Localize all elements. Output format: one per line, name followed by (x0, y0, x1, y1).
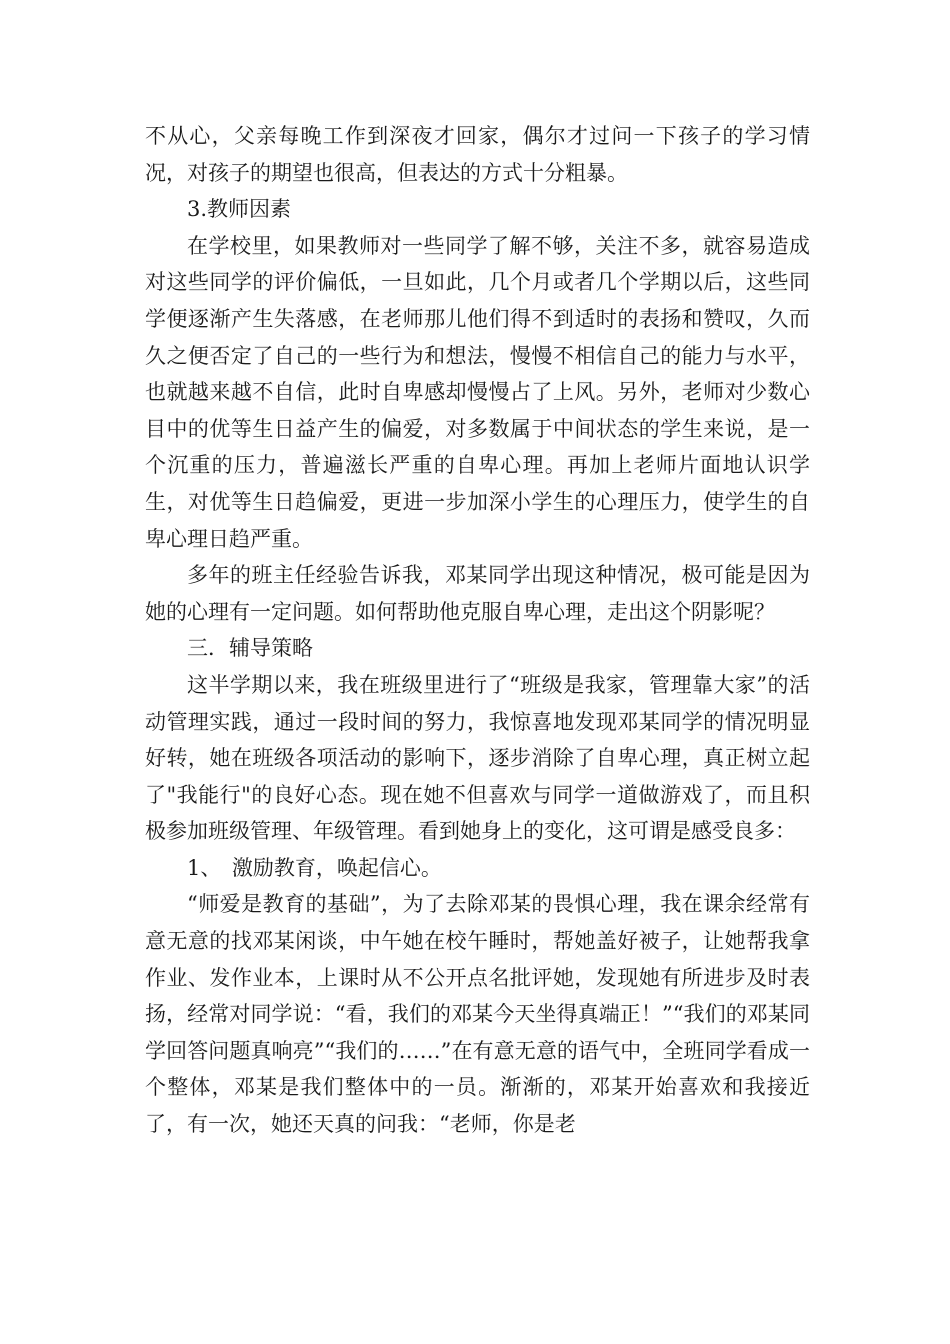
paragraph-class-practice: 这半学期以来，我在班级里进行了“班级是我家，管理靠大家”的活动管理实践，通过一段时间的努力，我惊喜地发现邓某同学的情况明显好转，她在班级各项活动的影响下，逐步消除了自卑心理，真正树立起了"我能行"的良好心态。现在她不但喜欢与同学一道做游戏了，而且积极参加班级管理、年级管理。看到她身上的变化，这可谓是感受良多： (145, 672, 810, 844)
paragraph-family-factor-end: 不从心，父亲每晚工作到深夜才回家，偶尔才过问一下孩子的学习情况，对孩子的期望也很高，但表达的方式十分粗暴。 (145, 124, 810, 185)
heading-teacher-factor: 3.教师因素 (187, 197, 292, 222)
paragraph-teacher-factor: 在学校里，如果教师对一些同学了解不够，关注不多，就容易造成对这些同学的评价偏低，一旦如此，几个月或者几个学期以后，这些同学便逐渐产生失落感，在老师那儿他们得不到适时的表扬和赞叹，久而久之便否定了自己的一些行为和想法，慢慢不相信自己的能力与水平，也就越来越不自信，此时自卑感却慢慢占了上风。另外，老师对少数心目中的优等生日益产生的偏爱，对多数属于中间状态的学生来说，是一个沉重的压力，普遍滋长严重的自卑心理。再加上老师片面地认识学生，对优等生日趋偏爱，更进一步加深小学生的心理压力，使学生的自卑心理日趋严重。 (145, 233, 810, 551)
paragraph-teacher-love: “师爱是教育的基础”，为了去除邓某的畏惧心理，我在课余经常有意无意的找邓某闲谈，中午她在校午睡时，帮她盖好被子，让她帮我拿作业、发作业本，上课时从不公开点名批评她，发现她有所进步及时表扬，经常对同学说：“看，我们的邓某今天坐得真端正！”“我们的邓某同学回答问题真响亮”“我们的……”在有意无意的语气中，全班同学看成一个整体，邓某是我们整体中的一员。渐渐的，邓某开始喜欢和我接近了，有一次，她还天真的问我：“老师，你是老 (145, 892, 810, 1137)
heading-guidance-strategy: 三．辅导策略 (187, 636, 313, 661)
heading-encouragement: 1、 激励教育，唤起信心。 (187, 855, 442, 880)
paragraph-experience: 多年的班主任经验告诉我，邓某同学出现这种情况，极可能是因为她的心理有一定问题。如何帮助他克服自卑心理，走出这个阴影呢？ (145, 563, 810, 624)
document-body (145, 118, 810, 1143)
